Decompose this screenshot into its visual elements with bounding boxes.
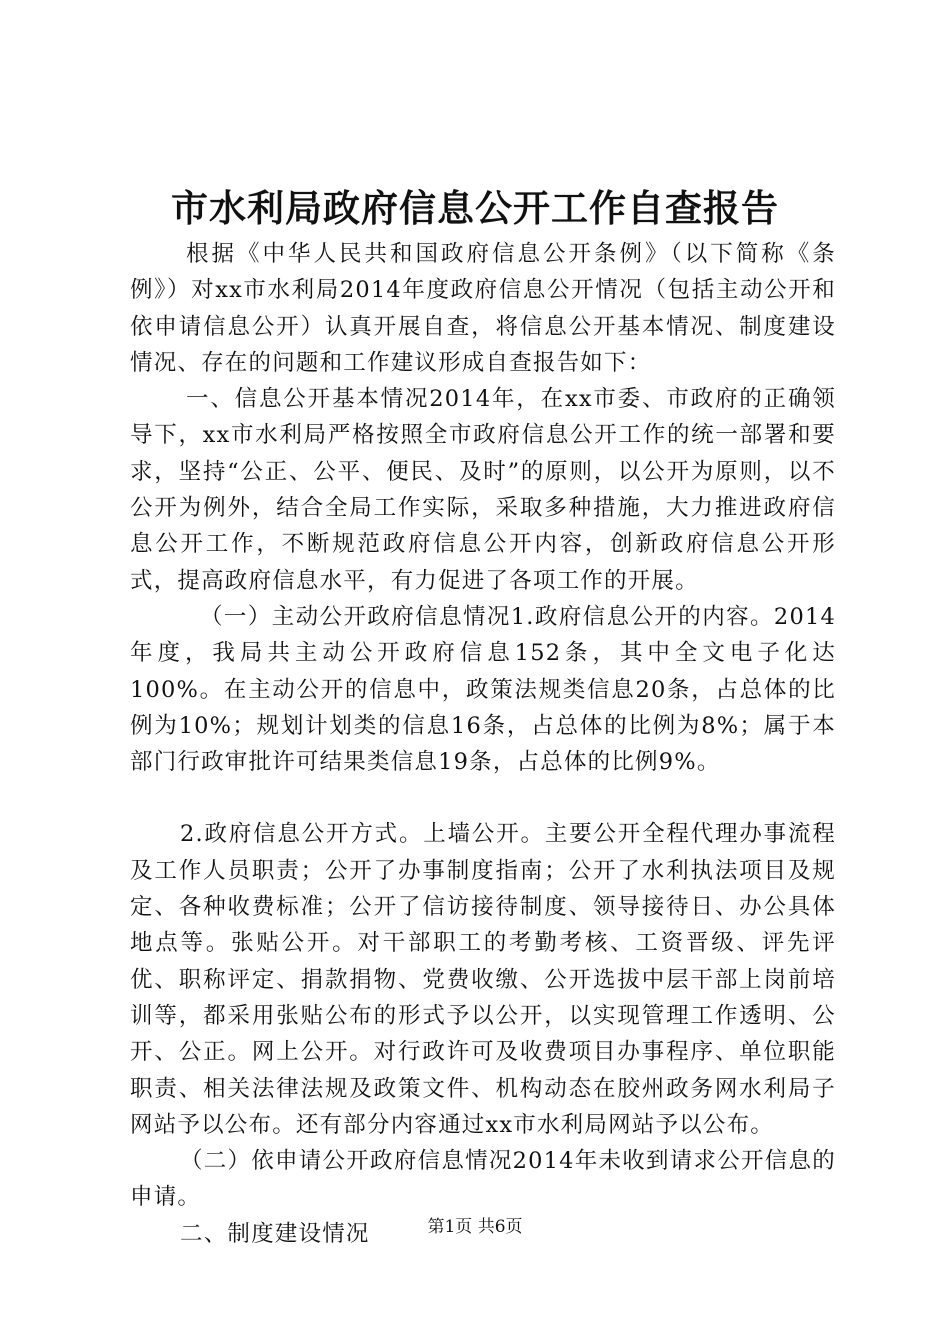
paragraph-basic-situation: 一、信息公开基本情况2014年，在xx市委、市政府的正确领导下，xx市水利局严格按照全市政府信息公开工作的统一部署和要求，坚持“公正、公平、便民、及时”的原则，以公开为原则，以不公开为例外，结合全局工作实际，采取多种措施，大力推进政府信息公开工作，不断规范政府信息公开内容，创新政府信息公开形式，提高政府信息水平，有力促进了各项工作的开展。 [130,386,836,594]
paragraph-system-construction: 二、制度建设情况 [180,1220,370,1247]
paragraph-intro: 根据《中华人民共和国政府信息公开条例》（以下简称《条例》）对xx市水利局2014年度政府信息公开情况（包括主动公开和依申请信息公开）认真开展自查，将信息公开基本情况、制度建设情况、存在的问题和工作建议形成自查报告如下： [130,241,836,376]
document-body [130,236,836,1252]
page-footer: 第1页 共6页 [427,1217,523,1237]
paragraph-request-disclosure: （二）依申请公开政府信息情况2014年未收到请求公开信息的申请。 [130,1148,836,1211]
document-title: 市水利局政府信息公开工作自查报告 [171,186,779,230]
paragraph-disclosure-methods: 2.政府信息公开方式。上墙公开。主要公开全程代理办事流程及工作人员职责；公开了办事制度指南；公开了水利执法项目及规定、各种收费标准；公开了信访接待制度、领导接待日、办公具体地点等。张贴公开。对干部职工的考勤考核、工资晋级、评先评优、职称评定、捐款捐物、党费收缴、公开选拔中层干部上岗前培训等，都采用张贴公布的形式予以公开，以实现管理工作透明、公开、公正。网上公开。对行政许可及收费项目办事程序、单位职能职责、相关法律法规及政策文件、机构动态在胶州政务网水利局子网站予以公布。还有部分内容通过xx市水利局网站予以公布。 [130,821,836,1138]
paragraph-active-disclosure: （一）主动公开政府信息情况1.政府信息公开的内容。2014年度，我局共主动公开政府信息152条，其中全文电子化达100%。在主动公开的信息中，政策法规类信息20条，占总体的比例为10%；规划计划类的信息16条，占总体的比例为8%；属于本部门行政审批许可结果类信息19条，占总体的比例9%。 [130,603,836,776]
